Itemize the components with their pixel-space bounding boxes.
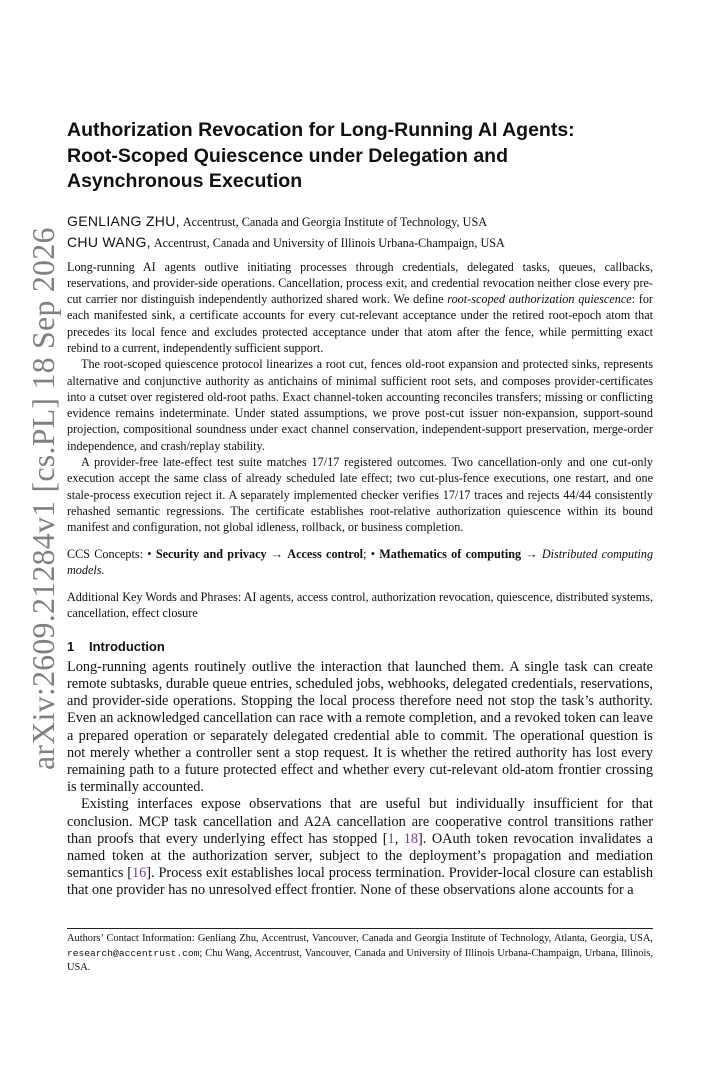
author-contact-footnote: Authors’ Contact Information: Genliang Zhu, Accentrust, Vancouver, Canada and Georgia Institute of Technology, Atlanta, Georgia, USA, research@accentrust.com; Chu Wang, Accentrust, Vancouver, Canada and University of Illinois Urbana-Champaign, Urbana, Illinois, USA.: [67, 933, 653, 974]
title-line: Root-Scoped Quiescence under Delegation and: [67, 144, 508, 167]
contact-email: research@accentrust.com: [67, 947, 200, 959]
body-paragraph: Long-running agents routinely outlive the interaction that launched them. A single task can create remote subtasks, durable queue entries, scheduled jobs, webhooks, delegated credentials, reservations, and provider-side operations. Stopping the local process therefore need not stop the task’s authority. Even an acknowledged cancellation can race with a remote completion, and a revoked token can leave a prepared operation or separately delegated credential able to commit. The operational question is not merely whether a controller sent a stop request. It is whether the retired authority has lost every remaining path to a future protected effect and whether every cut-relevant old-atom frontier crossing is terminally accounted.: [67, 658, 653, 796]
author-name: GENLIANG ZHU,: [67, 212, 180, 229]
author-entry: [67, 232, 653, 253]
abstract-paragraph: Long-running AI agents outlive initiating processes through credentials, delegated tasks, queues, callbacks, reservations, and provider-side operations. Cancellation, process exit, and credential revocation neither close every pre-cut carrier nor distinguish independently authorized shared work. We define root-scoped authorization quiescence: for each manifested sink, a certificate accounts for every cut-relevant acceptance under the retired root-epoch atom that precedes its local fence and excludes protected acceptance under that atom after the fence, while permitting exact rebind to a current, independently sufficient support.: [67, 259, 653, 355]
abstract-paragraph: The root-scoped quiescence protocol linearizes a root cut, fences old-root expansion and protected sinks, represents alternative and conjunctive authority as antichains of minimal sufficient root sets, and composes provider-certificates into a cutset over registered old-root paths. Exact channel-token accounting reconciles transfers; missing or conflicting evidence remains indeterminate. Under stated assumptions, we prove post-cut issuer non-expansion, support-sound projection, compositional soundness under exact channel conservation, independent-support preservation, merge-order independence, and crash/replay stability.: [67, 357, 653, 453]
author-entry: [67, 211, 653, 232]
ccs-concepts: CCS Concepts: • Security and privacy → Access control; • Mathematics of computing → Distributed computing models.: [67, 546, 654, 577]
title-line: Authorization Revocation for Long-Running AI Agents:: [67, 119, 575, 141]
citation-link[interactable]: 1: [387, 830, 395, 847]
author-list: [67, 211, 653, 253]
keywords: Additional Key Words and Phrases: AI agents, access control, authorization revocation, quiescence, distributed systems, cancellation, effect closure: [67, 590, 653, 621]
title-line: Asynchronous Execution: [67, 170, 303, 192]
footnote-divider: [67, 928, 653, 929]
abstract-paragraph: A provider-free late-effect test suite matches 17/17 registered outcomes. Two cancellation-only and one cut-only execution accept the same class of already scheduled late effect; two cut-plus-fence executions, one restart, and one stale-process execution reject it. A separately implemented checker verifies 17/17 traces and rejects 44/44 consistently rehashed semantic regressions. The certificate establishes root-relative authorization quiescence within its bound manifest and configuration, not global idleness, rollback, or business completion.: [67, 455, 653, 535]
section-heading: [67, 638, 653, 656]
section-body: [67, 659, 653, 900]
paper-title: [67, 118, 653, 195]
author-affiliation: Accentrust, Canada and Georgia Institute of Technology, USA: [182, 214, 488, 229]
body-paragraph: Existing interfaces expose observations that are useful but individually insufficient for that conclusion. MCP task cancellation and A2A cancellation are cooperative control transitions rather than proofs that every underlying effect has stopped [1, 18]. OAuth token revocation invalidates a named token at the authorization server, subject to the deployment’s propagation and mediation semantics [16]. Process exit establishes local process termination. Provider-local closure can establish that one provider has no unresolved effect frontier. None of these observations alone accounts for a: [67, 796, 653, 899]
abstract: [67, 259, 653, 536]
author-affiliation: Accentrust, Canada and University of Illinois Urbana-Champaign, USA: [153, 235, 505, 250]
citation-link[interactable]: 16: [132, 865, 147, 882]
section-number: 1: [67, 638, 75, 654]
paper-first-page: [67, 118, 653, 900]
author-name: CHU WANG,: [67, 233, 151, 250]
citation-link[interactable]: 18: [403, 830, 419, 847]
arxiv-identifier-stamp: arXiv:2609.21284v1 [cs.PL] 18 Sep 2026: [25, 227, 61, 770]
defined-term: root-scoped authorization quiescence: [447, 292, 632, 307]
section-title: Introduction: [89, 638, 165, 654]
